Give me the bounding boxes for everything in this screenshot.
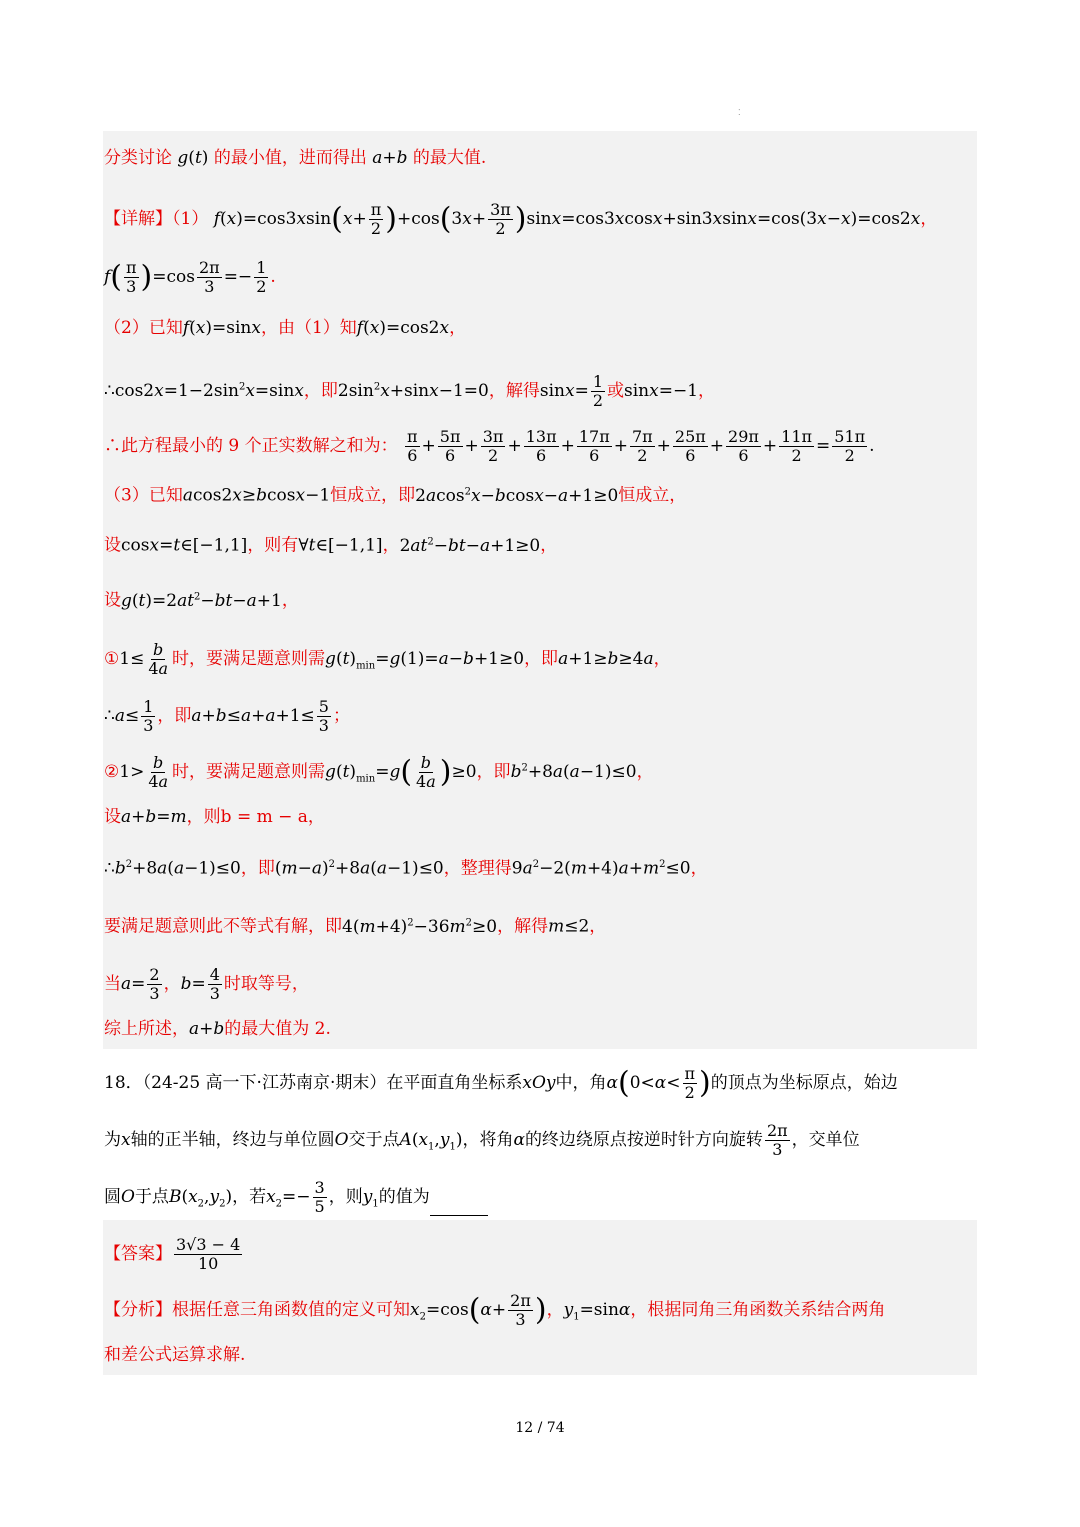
detail-case1-result: ∴a≤ $\frac{1}{3}$ ，即a+b≤a+a+1≤ $\frac{5}{3}$ ； [104,697,350,735]
analysis-tail: 分类讨论 g(t) 的最小值，进而得出 a+b 的最大值. [104,148,487,168]
detail-part1: 【详解】（1） f(x)=cos3xsin(x+ $\frac{\pi}{2}$ )+cos(3x+ $\frac{3\pi}{2}$ )sinx=cos3xcosx+sin3xsinx=cos(3x−x)=cos2x， [104,200,938,238]
detail-discriminant: 要满足题意则此不等式有解，即$4(m+4)^2-36m^2\ge 0$，解得m≤2， [104,916,607,937]
question-18-line3: 圆O于点$B(x_2,y_2)$，若$x_2=-$ $\frac{3}{5}$ ，则$y_1$的值为 [104,1179,488,1216]
detail-case2: ②1> $\frac{b}{4a}$ 时，要满足题意则需$g(t)_{min}=g$( $\frac{b}{4a}$ )≥0，即$b^2+8a(a-1)\le 0$， [104,753,654,791]
analysis-line2: 和差公式运算求解. [104,1345,246,1365]
page-number: 12 / 74 [515,1420,565,1436]
detail-part3: （3）已知acos2x≥bcosx−1恒成立，即2acos$^2$x−bcosx−a+1≥0恒成立， [104,485,687,506]
detail-part2-solve: $\therefore\cos 2x=1-2\sin^2x=\sin x$，即$2\sin^2x+\sin x-1=0$，解得sinx= $\frac{1}{2}$ 或sinx=−1， [104,372,716,410]
detail-equality: 当a= $\frac{2}{3}$ ，b= $\frac{4}{3}$ 时取等号， [104,965,309,1003]
analysis-line1: 【分析】根据任意三角函数值的定义可知$x_2=\cos(\alpha+$ $\frac{2\pi}{3}$ )，$y_1=\sin\alpha$，根据同角三角函数关系结合两角 [104,1291,886,1329]
detail-let-m: 设a+b=m，则b = m − a， [104,807,325,827]
question-18-line1: 18．（24-25 高一下·江苏南京·期末）在平面直角坐标系xOy中，角α(0<α< $\frac{\pi}{2}$ )的顶点为坐标原点，始边 [104,1064,898,1102]
detail-case1: ①1≤ $\frac{b}{4a}$ 时，要满足题意则需$g(t)_{min}=g(1)=a-b+1\ge 0$，即a+1≥b≥4a， [104,640,671,678]
answer-line: 【答案】 $\frac{3√3 - 4}{10}$ [104,1235,241,1273]
page-mark: ⁚ [738,108,741,117]
detail-part1-value: f( $\frac{\pi}{3}$ )=cos $\frac{2\pi}{3}$ =− $\frac{1}{2}$ . [104,258,276,296]
detail-rearrange: $\therefore b^2+8a(a-1)\le 0$，即$(m-a)^2+8a(a-1)\le 0$，整理得$9a^2-2(m+4)a+m^2\le 0$， [104,858,708,879]
detail-substitution: 设cosx=t∈[−1,1]，则有∀t∈[−1,1]，$2at^2-bt-a+1\ge 0$， [104,535,558,556]
detail-conclusion: 综上所述，a+b的最大值为 2. [104,1019,331,1039]
detail-define-g: 设$g(t)=2at^2-bt-a+1$， [104,590,299,611]
question-18-line2: 为x轴的正半轴，终边与单位圆O交于点$A(x_1,y_1)$，将角α的终边绕原点按逆时针方向旋转 $\frac{2\pi}{3}$ ，交单位 [104,1121,860,1159]
detail-part2: （2）已知f(x)=sinx，由（1）知f(x)=cos2x， [104,318,467,338]
answer-blank [430,1197,488,1216]
detail-part2-sum: ∴此方程最小的 9 个正实数解之和为： $\frac{\pi}{6}$ + $\frac{5\pi}{6}$ + $\frac{3\pi}{2}$ + $\frac{13\pi}{6}$ + $\frac{17\pi}{6}$ + $\frac{7\pi}{2}$ + $\frac{25\pi}{6}$ + $\frac{29\pi}{6}$ + $\frac{11\pi}{2}$ = $\frac{51\pi}{2}$ . [104,427,875,465]
